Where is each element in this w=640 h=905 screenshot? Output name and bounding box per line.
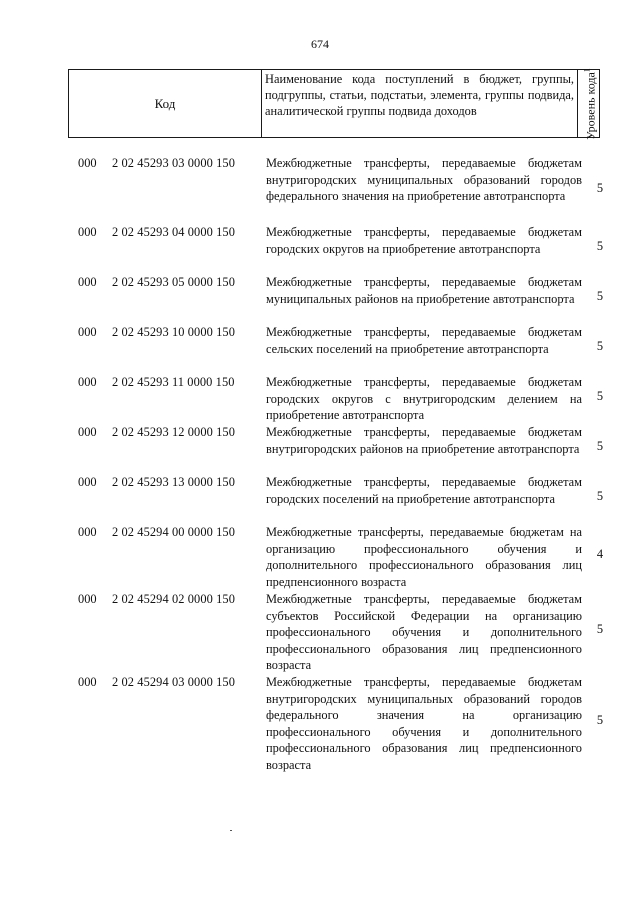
code-level: 5: [596, 339, 604, 353]
scan-speck: [230, 830, 232, 831]
revenue-code: 2 02 45294 02 0000 150: [112, 592, 236, 606]
revenue-description: Межбюджетные трансферты, передаваемые бюджетам субъектов Российской Федерации на организацию профессионального обучения и дополнительного профессионального образования лиц предпенсионного возраста: [266, 592, 582, 673]
code-level: 5: [596, 239, 604, 253]
revenue-code: 2 02 45293 10 0000 150: [112, 325, 236, 339]
admin-code: 000: [78, 525, 97, 539]
code-level: 5: [596, 289, 604, 303]
admin-code: 000: [78, 375, 97, 389]
page-number: 674: [311, 37, 329, 51]
revenue-code: 2 02 45294 00 0000 150: [112, 525, 236, 539]
admin-code: 000: [78, 225, 97, 239]
revenue-description: Межбюджетные трансферты, передаваемые бюджетам внутригородских муниципальных образований городов федерального значения на приобретение автотранспорта: [266, 156, 582, 204]
revenue-code: 2 02 45293 11 0000 150: [112, 375, 235, 389]
revenue-code: 2 02 45293 04 0000 150: [112, 225, 236, 239]
revenue-description: Межбюджетные трансферты, передаваемые бюджетам городских округов с внутригородским делением на приобретение автотранспорта: [266, 375, 582, 423]
revenue-description: Межбюджетные трансферты, передаваемые бюджетам муниципальных районов на приобретение автотранспорта: [266, 275, 582, 306]
revenue-description: Межбюджетные трансферты, передаваемые бюджетам внутригородских муниципальных образований городов федерального значения на организацию профессионального обучения и дополнительного профессионального образования лиц предпенсионного возраста: [266, 675, 582, 772]
revenue-code: 2 02 45294 03 0000 150: [112, 675, 236, 689]
code-level: 5: [596, 622, 604, 636]
revenue-code: 2 02 45293 05 0000 150: [112, 275, 236, 289]
header-level-label: Уровень кода$^1$: [582, 67, 598, 140]
revenue-description: Межбюджетные трансферты, передаваемые бюджетам городских округов на приобретение автотранспорта: [266, 225, 582, 256]
code-level: 5: [596, 181, 604, 195]
admin-code: 000: [78, 475, 97, 489]
header-name-column: Наименование кода поступлений в бюджет, группы, подгруппы, статьи, подстатьи, элемента, группы подвида, аналитической группы подвида доходов: [265, 72, 574, 118]
footnote-marker: 1: [582, 67, 592, 72]
code-level: 5: [596, 439, 604, 453]
revenue-description: Межбюджетные трансферты, передаваемые бюджетам городских поселений на приобретение автотранспорта: [266, 475, 582, 506]
revenue-code: 2 02 45293 03 0000 150: [112, 156, 236, 170]
code-level: 5: [596, 489, 604, 503]
revenue-description: Межбюджетные трансферты, передаваемые бюджетам на организацию профессионального обучения и дополнительного профессионального образования лиц предпенсионного возраста: [266, 525, 582, 589]
code-level: 4: [596, 547, 604, 561]
code-level: 5: [596, 713, 604, 727]
table-header: [68, 69, 600, 138]
header-code-column: Код: [69, 70, 262, 137]
admin-code: 000: [78, 156, 97, 170]
revenue-code: 2 02 45293 13 0000 150: [112, 475, 236, 489]
admin-code: 000: [78, 675, 97, 689]
admin-code: 000: [78, 425, 97, 439]
code-level: 5: [596, 389, 604, 403]
revenue-description: Межбюджетные трансферты, передаваемые бюджетам внутригородских районов на приобретение автотранспорта: [266, 425, 582, 456]
admin-code: 000: [78, 325, 97, 339]
revenue-description: Межбюджетные трансферты, передаваемые бюджетам сельских поселений на приобретение автотранспорта: [266, 325, 582, 356]
revenue-code: 2 02 45293 12 0000 150: [112, 425, 236, 439]
admin-code: 000: [78, 275, 97, 289]
header-level-column: [577, 67, 600, 140]
admin-code: 000: [78, 592, 97, 606]
